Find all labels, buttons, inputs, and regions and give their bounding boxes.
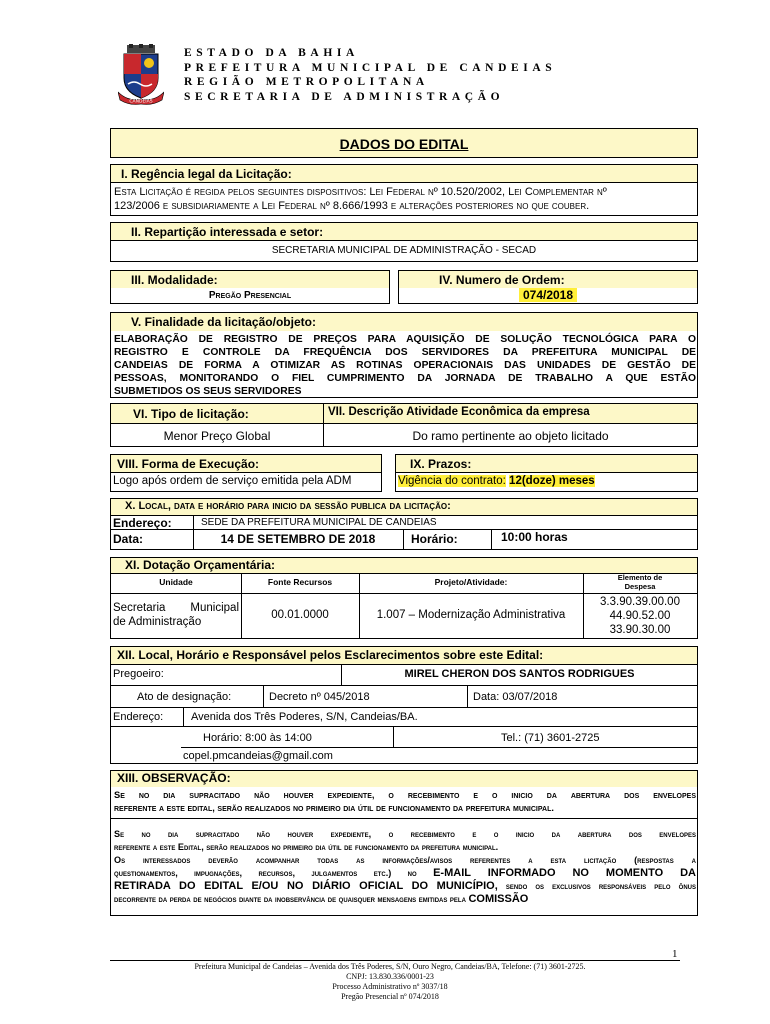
elemento-value: 44.90.52.00 [609, 610, 671, 622]
observacao-text: decorrente da perda de negócios diante da inobservância de quaisquer mensagens emitidas pela [114, 894, 466, 904]
finalidade-line: CANDEIAS DE FORMA A OTIMIZAR AS ROTINAS OPERACIONAIS DAS UNIDADES DE GESTÃO DE [114, 360, 696, 371]
document-header [118, 44, 678, 110]
section-tipo-descricao [110, 403, 698, 447]
observacao-heading [111, 771, 697, 787]
finalidade-line: REGISTRO E CONTROLE DA FREQUÊNCIA DOS SERVIDORES DA PREFEITURA MUNICIPAL DE [114, 347, 696, 358]
horario-esc: Horário: 8:00 às 14:00 [203, 732, 312, 744]
section-local-data [110, 498, 698, 550]
section-dotacao [110, 557, 698, 639]
divider [111, 818, 697, 819]
col-unidade: Unidade [159, 577, 193, 587]
observacao-text: sendo os exclusivos responsáveis pelo ônus [505, 881, 696, 891]
endereco-esc-label: Endereço: [113, 711, 164, 723]
header-line-prefecture: PREFEITURA MUNICIPAL DE CANDEIAS [184, 61, 557, 74]
svg-text:CANDEIAS: CANDEIAS [129, 99, 153, 105]
numero-ordem-value: 074/2018 [519, 288, 577, 302]
modalidade-heading-text: III. Modalidade: [131, 273, 218, 287]
col-elemento-line: Elemento de [617, 573, 663, 582]
divider [183, 707, 184, 726]
endereco-value: SEDE DA PREFEITURA MUNICIPAL DE CANDEIAS [201, 517, 437, 528]
section-prazos [395, 454, 698, 492]
footer-pregao: Pregão Presencial nº 074/2018 [341, 992, 439, 1001]
observacao-line: Os interessados deverão acompanhar todas as informações/avisos referentes a esta licitação (respostas a [114, 855, 696, 865]
header-line-region: REGIÃO METROPOLITANA [184, 76, 429, 88]
prazos-heading [396, 455, 697, 473]
unidade-line: Secretaria Municipal [113, 602, 239, 614]
esclarecimentos-heading-text: XII. Local, Horário e Responsável pelos Esclarecimentos sobre este Edital: [117, 648, 544, 662]
elemento-value: 3.3.90.39.00.00 [600, 596, 680, 608]
numero-ordem-value-wrap [399, 288, 697, 302]
ato-label: Ato de designação: [137, 691, 232, 703]
horario-label: Horário: [411, 532, 458, 546]
modalidade-heading [111, 271, 389, 288]
page-title: DADOS DO EDITAL [339, 136, 469, 152]
footer [110, 962, 670, 1002]
forma-execucao-heading [111, 455, 381, 473]
dotacao-heading [111, 558, 697, 573]
divider [111, 726, 697, 727]
numero-ordem-heading-text: IV. Numero de Ordem: [439, 273, 565, 287]
municipal-coat-of-arms-icon [118, 44, 164, 106]
unidade-value [113, 601, 239, 629]
divider [359, 573, 360, 638]
title-box [110, 128, 698, 158]
divider [111, 515, 697, 516]
section-forma-execucao [110, 454, 382, 492]
decreto-value: Decreto nº 045/2018 [269, 691, 370, 703]
projeto-value: 1.007 – Modernização Administrativa [376, 609, 566, 621]
telefone: Tel.: (71) 3601-2725 [501, 732, 600, 744]
descricao-heading [324, 404, 697, 424]
section-observacao [110, 770, 698, 916]
prazos-heading-text: IX. Prazos: [410, 457, 472, 471]
esclarecimentos-heading [111, 647, 697, 664]
descricao-value: Do ramo pertinente ao objeto licitado [412, 429, 609, 443]
tipo-value: Menor Preço Global [163, 429, 271, 443]
section-regencia [110, 164, 698, 216]
observacao-emphasis: E-MAIL INFORMADO NO MOMENTO DA [433, 867, 696, 879]
divider [241, 573, 242, 638]
col-projeto: Projeto/Atividade: [434, 577, 508, 587]
section-reparticao [110, 222, 698, 262]
data-designacao: Data: 03/07/2018 [473, 691, 558, 703]
observacao-line [114, 867, 696, 880]
email: copel.pmcandeias@gmail.com [183, 750, 333, 762]
section-reparticao-heading [111, 223, 697, 241]
observacao-paragraph-2 [114, 828, 696, 906]
divider [111, 685, 697, 686]
observacao-line: Se no dia supracitado não houver expediente, o recebimento e o inicio da abertura dos envelopes [114, 829, 696, 839]
col-elemento [583, 573, 697, 591]
unidade-line: de Administração [113, 616, 202, 628]
prazos-label: Vigência do contrato: [398, 475, 506, 487]
divider [467, 685, 468, 707]
prazos-line [398, 475, 595, 487]
col-elemento-line: Despesa [624, 582, 656, 591]
pregoeiro-value: MIREL CHERON DOS SANTOS RODRIGUES [404, 668, 635, 680]
observacao-line [114, 880, 696, 893]
regencia-heading-text: I. Regência legal da Licitação: [121, 167, 292, 181]
divider [491, 529, 492, 549]
finalidade-heading-text: V. Finalidade da licitação/objeto: [131, 315, 316, 329]
finalidade-line: ELABORAÇÃO DE REGISTRO DE PREÇOS PARA AQUISIÇÃO DE SOLUÇÃO TECNOLÓGICA PARA O [114, 334, 696, 345]
numero-ordem-heading [399, 271, 697, 288]
divider [403, 529, 404, 549]
header-line-state: ESTADO DA BAHIA [184, 47, 359, 59]
regencia-line-1: Esta Licitação é regida pelos seguintes dispositivos: Lei Federal nº 10.520/2002, Lei Complementar nº [114, 186, 607, 198]
dotacao-heading-text: XI. Dotação Orçamentária: [125, 558, 276, 572]
endereco-esc-value: Avenida dos Três Poderes, S/N, Candeias/BA. [191, 711, 418, 723]
col-fonte: Fonte Recursos [267, 577, 333, 587]
regencia-line-2: 123/2006 e subsidiariamente a Lei Federal nº 8.666/1993 e alterações posteriores no que couber. [114, 200, 590, 212]
data-value: 14 DE SETEMBRO DE 2018 [220, 532, 376, 546]
horario-value: 10:00 horas [501, 530, 568, 544]
section-finalidade [110, 312, 698, 398]
section-esclarecimentos [110, 646, 698, 764]
divider [193, 515, 194, 529]
finalidade-text [114, 333, 696, 398]
divider [111, 707, 697, 708]
descricao-heading-text: VII. Descrição Atividade Econômica da empresa [328, 406, 590, 418]
endereco-label: Endereço: [113, 516, 172, 530]
footer-divider [110, 960, 680, 961]
section-modalidade [110, 270, 390, 304]
section-regencia-heading [111, 165, 697, 183]
observacao-heading-text: XIII. OBSERVAÇÃO: [117, 771, 231, 785]
elemento-value: 33.90.30.00 [609, 624, 671, 636]
header-line-secretariat: SECRETARIA DE ADMINISTRAÇÃO [184, 90, 505, 103]
observacao-line: referente a este Edital, serão realizados no primeiro dia útil de funcionamento da prefeitura municipal. [114, 842, 499, 852]
section-numero-ordem [398, 270, 698, 304]
observacao-line [114, 893, 696, 906]
divider [111, 593, 697, 594]
divider [181, 747, 697, 748]
observacao-text: questionamentos, impugnações, recursos, julgamentos etc.) no [114, 868, 417, 878]
pregoeiro-label: Pregoeiro: [113, 668, 164, 680]
divider [111, 664, 697, 665]
forma-execucao-value: Logo após ordem de serviço emitida pela ADM [113, 475, 352, 487]
divider [111, 529, 697, 530]
prazos-value: 12(doze) meses [509, 475, 595, 487]
finalidade-heading [111, 313, 697, 331]
footer-cnpj: CNPJ: 13.830.336/0001-23 [346, 972, 434, 981]
header-lines [184, 46, 556, 104]
observacao-emphasis: RETIRADA DO EDITAL E/OU NO DIÁRIO OFICIAL DO MUNICÍPIO, [114, 880, 498, 892]
divider [263, 685, 264, 707]
observacao-line: Se no dia supracitado não houver expediente, o recebimento e o inicio da abertura dos envelopes [114, 790, 696, 800]
footer-processo: Processo Administrativo nº 3037/18 [332, 982, 448, 991]
local-data-heading [111, 499, 697, 515]
tipo-heading [111, 404, 323, 424]
observacao-emphasis: COMISSÃO [468, 893, 529, 905]
finalidade-line: PESSOAS, MONITORANDO O FIEL CUMPRIMENTO DA JORNADA DE TRABALHO A QUE ESTÃO [114, 373, 696, 384]
elemento-values [583, 595, 697, 637]
finalidade-line: SUBMETIDOS OS SEUS SERVIDORES [114, 386, 302, 397]
local-data-heading-text: X. Local, data e horário para inicio da sessão publica da licitação: [125, 500, 451, 512]
page-number: 1 [672, 948, 678, 960]
reparticao-value: SECRETARIA MUNICIPAL DE ADMINISTRAÇÃO - SECAD [271, 245, 537, 256]
reparticao-heading-text: II. Repartição interessada e setor: [131, 225, 324, 239]
fonte-value: 00.01.0000 [271, 609, 329, 621]
modalidade-value: Pregão Presencial [208, 290, 292, 301]
tipo-heading-text: VI. Tipo de licitação: [133, 407, 249, 421]
forma-execucao-heading-text: VIII. Forma de Execução: [117, 457, 260, 471]
data-label: Data: [113, 532, 144, 546]
footer-address: Prefeitura Municipal de Candeias – Avenida dos Três Poderes, S/N, Ouro Negro, Candeias/BA, Telefone: (71) 3601-2725. [194, 962, 586, 971]
observacao-line: referente a este edital, serão realizados no primeiro dia útil de funcionamento da prefeitura municipal. [114, 803, 554, 813]
observacao-paragraph-1 [114, 789, 696, 815]
divider [393, 726, 394, 747]
